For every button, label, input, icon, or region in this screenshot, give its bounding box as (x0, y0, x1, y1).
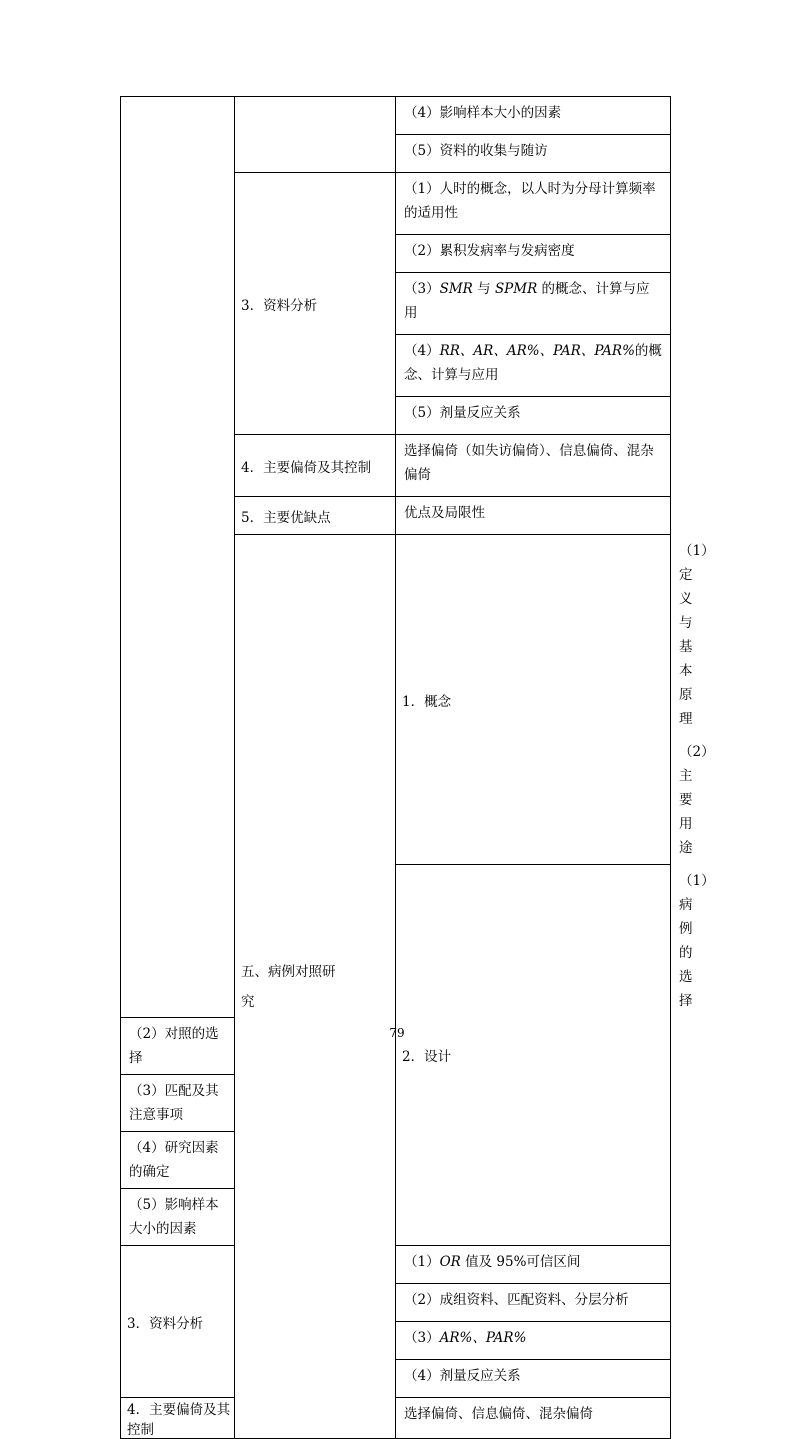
e3-pre: （3） (404, 1330, 440, 1346)
bias5-label: 4．主要偏倚及其控制 (121, 1398, 235, 1439)
e3-terms: AR%、PAR% (439, 1330, 527, 1346)
cell-d3: （3）匹配及其注意事项 (121, 1075, 235, 1132)
cell-e4: （4）剂量反应关系 (396, 1360, 671, 1398)
cell-factors: （4）影响样本大小的因素 (396, 97, 671, 135)
e1-pre: （1） (404, 1254, 440, 1270)
section4-blank-cell (121, 97, 235, 1018)
cell-bias5: 选择偏倚、信息偏倚、混杂偏倚 (396, 1398, 671, 1439)
cell-e2: （2）成组资料、匹配资料、分层分析 (396, 1284, 671, 1322)
a3-smr: SMR (439, 281, 473, 297)
cell-e1 (396, 1246, 671, 1284)
a3-post: 的概念、计算与应用 (404, 281, 650, 321)
a3-spmr: SPMR (494, 281, 538, 297)
cell-d2: （2）对照的选择 (121, 1018, 235, 1075)
adv-label: 5．主要优缺点 (235, 497, 396, 535)
analysis-label: 3．资料分析 (235, 173, 396, 435)
section5-title (235, 535, 396, 1439)
cell-a5: （5）剂量反应关系 (396, 397, 671, 435)
page-number: 79 (389, 1026, 405, 1040)
a4-pre: （4） (404, 343, 440, 359)
e1-or: OR (439, 1254, 461, 1270)
a4-terms: RR、AR、AR%、PAR、PAR% (439, 343, 635, 359)
cell-adv: 优点及局限性 (396, 497, 671, 535)
design-label: 2．设计 (396, 865, 671, 1246)
analysis5-label: 3．资料分析 (121, 1246, 235, 1398)
bias-label: 4．主要偏倚及其控制 (235, 435, 396, 497)
cell-e3 (396, 1322, 671, 1360)
cell-bias: 选择偏倚（如失访偏倚）、信息偏倚、混杂偏倚 (396, 435, 671, 497)
cell-a3 (396, 273, 671, 335)
design-cont-cell (235, 97, 396, 173)
a4-post: 的概念、计算与应用 (404, 343, 662, 383)
cell-d5: （5）影响样本大小的因素 (121, 1189, 235, 1246)
a3-pre: （3） (404, 281, 440, 297)
concept-label: 1．概念 (396, 535, 671, 865)
cell-a1: （1）人时的概念，以人时为分母计算频率的适用性 (396, 173, 671, 235)
cell-a2: （2）累积发病率与发病密度 (396, 235, 671, 273)
cell-collect: （5）资料的收集与随访 (396, 135, 671, 173)
a3-mid: 与 (472, 281, 495, 297)
section5-title-text: 五、病例对照研究 (241, 963, 336, 1010)
cell-a4 (396, 335, 671, 397)
cell-d4: （4）研究因素的确定 (121, 1132, 235, 1189)
e1-post: 值及 95%可信区间 (460, 1254, 581, 1270)
outline-table: （4）影响样本大小的因素 （5）资料的收集与随访 3．资料分析 （1）人时的概念，以人时为分母计算频率的适用性 （2）累积发病率与发病密度 （3）SMR 与 SPMR 的概念、计算与应用 （4）RR、AR、AR%、PAR、PAR%的概念、计算与应用 （5）剂量反应关系 4．主要偏倚及其控制 选择偏倚（如失访偏倚）、信息偏倚、混杂偏倚 5．主要优缺点 优点及局限性 五、病例对照研究 1．概念 （1）定义与基本原理 （2）主要用途 2．设计 （1）病例的选择 （2）对照的选择 （3）匹配及其注意事项 （4）研究因素的确定 （5）影响样本大小的因素 3．资料分析 （1）OR 值及 95%可信区间 （2）成组资料、匹配资料、分层分析 （3）AR%、PAR% （4）剂量反应关系 4．主要偏倚及其控制 选择偏倚、信息偏倚、混杂偏倚 (120, 96, 671, 1439)
